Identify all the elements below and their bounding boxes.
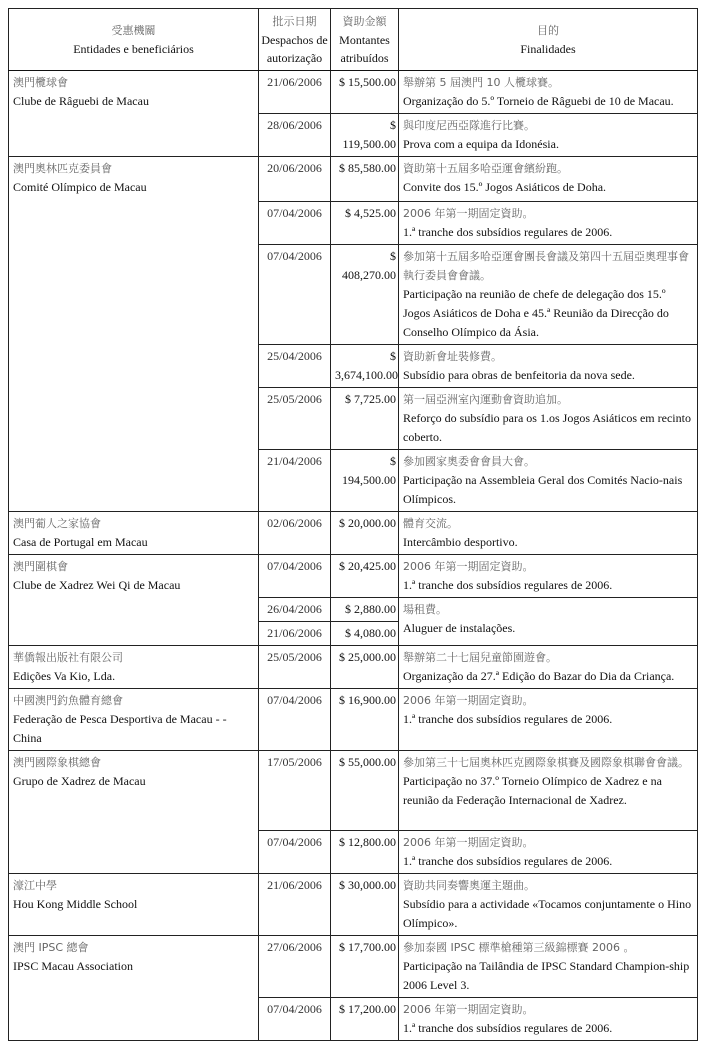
- purpose-cell: [399, 114, 698, 157]
- amount-cell: $ 85,580.00: [331, 157, 399, 202]
- date-cell: 25/04/2006: [259, 345, 331, 388]
- purpose-pt: Subsídio para obras de benfeitoria da nova sede.: [403, 368, 635, 382]
- entity-name-pt: Edições Va Kio, Lda.: [13, 669, 116, 683]
- purpose-zh: 參加第三十七屆奧林匹克國際象棋賽及國際象棋聯會會議。: [403, 756, 689, 769]
- amount-cell: $ 4,525.00: [331, 202, 399, 245]
- table-row: [9, 646, 698, 689]
- amount-cell: $ 119,500.00: [331, 114, 399, 157]
- header-entity-zh: 受惠機關: [111, 23, 156, 37]
- header-date-pt: Despachos de autorização: [261, 32, 328, 65]
- date-cell: 25/05/2006: [259, 646, 331, 689]
- purpose-zh: 參加泰國 IPSC 標準槍種第三級錦標賽 2006 。: [403, 941, 635, 954]
- purpose-pt: Participação na reunião de chefe de delegação dos 15.º Jogos Asiáticos de Doha e 45.ª Reunião da Direcção do Conselho Olímpico da Ásia.: [403, 287, 669, 339]
- amount-cell: $ 194,500.00: [331, 450, 399, 512]
- purpose-zh: 2006 年第一期固定資助。: [403, 694, 534, 707]
- date-cell: 07/04/2006: [259, 689, 331, 751]
- purpose-pt: 1.ª tranche dos subsídios regulares de 2006.: [403, 225, 613, 239]
- purpose-pt: 1.ª tranche dos subsídios regulares de 2006.: [403, 1021, 613, 1035]
- amount-cell: $ 20,425.00: [331, 555, 399, 598]
- amount-cell: $ 16,900.00: [331, 689, 399, 751]
- amount-cell: $ 2,880.00: [331, 598, 399, 622]
- table-row: [9, 512, 698, 555]
- purpose-zh: 2006 年第一期固定資助。: [403, 836, 534, 849]
- purpose-pt: Organização da 27.ª Edição do Bazar do Dia da Criança.: [403, 669, 675, 683]
- purpose-pt: Participação na Tailândia de IPSC Standard Champion-ship 2006 Level 3.: [403, 959, 690, 992]
- amount-cell: $ 30,000.00: [331, 874, 399, 936]
- entity-name-pt: Clube de Xadrez Wei Qi de Macau: [13, 578, 181, 592]
- purpose-zh: 資助共同奏響奧運主題曲。: [403, 879, 535, 892]
- purpose-pt: 1.ª tranche dos subsídios regulares de 2006.: [403, 578, 613, 592]
- purpose-pt: Participação na Assembleia Geral dos Comités Nacio-nais Olímpicos.: [403, 473, 683, 506]
- purpose-cell: [399, 202, 698, 245]
- purpose-pt: Subsídio para a actividade «Tocamos conjuntamente o Hino Olímpico».: [403, 897, 692, 930]
- entity-cell: [9, 936, 259, 1041]
- entity-name-pt: IPSC Macau Association: [13, 959, 133, 973]
- purpose-cell: [399, 689, 698, 751]
- amount-cell: $ 4,080.00: [331, 622, 399, 646]
- entity-cell: [9, 751, 259, 874]
- purpose-cell: [399, 512, 698, 555]
- purpose-zh: 2006 年第一期固定資助。: [403, 560, 534, 573]
- entity-name-zh: 澳門圍棋會: [13, 560, 68, 573]
- entity-cell: [9, 555, 259, 646]
- entity-name-zh: 澳門葡人之家協會: [13, 517, 101, 530]
- amount-cell: $ 17,700.00: [331, 936, 399, 998]
- date-cell: 07/04/2006: [259, 245, 331, 345]
- header-amount-zh: 資助金額: [342, 14, 387, 28]
- header-amount: [331, 9, 399, 71]
- table-header: [9, 9, 698, 71]
- purpose-pt: Intercâmbio desportivo.: [403, 535, 518, 549]
- table-row: [9, 555, 698, 598]
- header-entity: [9, 9, 259, 71]
- amount-cell: $ 25,000.00: [331, 646, 399, 689]
- purpose-cell: [399, 646, 698, 689]
- header-purpose: [399, 9, 698, 71]
- purpose-pt: Participação no 37.º Torneio Olímpico de Xadrez e na reunião da Federação Internacional de Xadrez.: [403, 774, 662, 807]
- date-cell: 07/04/2006: [259, 998, 331, 1041]
- date-cell: 21/06/2006: [259, 622, 331, 646]
- purpose-zh: 參加國家奧委會會員大會。: [403, 455, 535, 468]
- header-date: [259, 9, 331, 71]
- entity-name-zh: 中國澳門釣魚體育總會: [13, 694, 123, 707]
- purpose-zh: 參加第十五屆多哈亞運會團長會議及第四十五屆亞奧理事會執行委員會會議。: [403, 250, 689, 282]
- table-body: [9, 71, 698, 1041]
- entity-name-zh: 澳門欖球會: [13, 76, 68, 89]
- purpose-zh: 體育交流。: [403, 517, 458, 530]
- purpose-cell: [399, 71, 698, 114]
- purpose-zh: 與印度尼西亞隊進行比賽。: [403, 119, 535, 132]
- purpose-cell: [399, 936, 698, 998]
- purpose-zh: 第一屆亞洲室內運動會資助追加。: [403, 393, 568, 406]
- amount-cell: $ 3,674,100.00: [331, 345, 399, 388]
- purpose-zh: 2006 年第一期固定資助。: [403, 1003, 534, 1016]
- amount-cell: $ 408,270.00: [331, 245, 399, 345]
- purpose-cell: [399, 998, 698, 1041]
- date-cell: 07/04/2006: [259, 555, 331, 598]
- entity-name-pt: Clube de Râguebi de Macau: [13, 94, 149, 108]
- entity-name-pt: Grupo de Xadrez de Macau: [13, 774, 146, 788]
- date-cell: 02/06/2006: [259, 512, 331, 555]
- purpose-zh: 資助新會址裝修費。: [403, 350, 502, 363]
- entity-name-pt: Federação de Pesca Desportiva de Macau - - China: [13, 712, 227, 745]
- purpose-cell: [399, 388, 698, 450]
- purpose-pt: 1.ª tranche dos subsídios regulares de 2006.: [403, 712, 613, 726]
- purpose-cell: [399, 345, 698, 388]
- table-row: [9, 689, 698, 751]
- date-cell: 17/05/2006: [259, 751, 331, 831]
- table-row: [9, 71, 698, 114]
- subsidy-table: [8, 8, 698, 1041]
- header-date-zh: 批示日期: [272, 14, 317, 28]
- entity-name-pt: Hou Kong Middle School: [13, 897, 138, 911]
- date-cell: 07/04/2006: [259, 831, 331, 874]
- date-cell: 26/04/2006: [259, 598, 331, 622]
- purpose-cell: [399, 751, 698, 831]
- header-purpose-pt: Finalidades: [520, 41, 576, 56]
- date-cell: 07/04/2006: [259, 202, 331, 245]
- purpose-cell: [399, 450, 698, 512]
- entity-name-zh: 華僑報出版社有限公司: [13, 651, 123, 664]
- entity-cell: [9, 512, 259, 555]
- date-cell: 21/06/2006: [259, 71, 331, 114]
- purpose-cell: [399, 598, 698, 646]
- date-cell: 25/05/2006: [259, 388, 331, 450]
- purpose-cell: [399, 157, 698, 202]
- purpose-pt: 1.ª tranche dos subsídios regulares de 2006.: [403, 854, 613, 868]
- entity-name-pt: Comité Olímpico de Macau: [13, 180, 147, 194]
- entity-cell: [9, 874, 259, 936]
- table-row: [9, 936, 698, 998]
- entity-name-zh: 澳門奧林匹克委員會: [13, 162, 112, 175]
- purpose-zh: 舉辦第二十七屆兒童節園遊會。: [403, 651, 557, 664]
- amount-cell: $ 15,500.00: [331, 71, 399, 114]
- amount-cell: $ 12,800.00: [331, 831, 399, 874]
- table-row: [9, 157, 698, 202]
- date-cell: 20/06/2006: [259, 157, 331, 202]
- amount-cell: $ 7,725.00: [331, 388, 399, 450]
- date-cell: 28/06/2006: [259, 114, 331, 157]
- purpose-pt: Organização do 5.º Torneio de Râguebi de 10 de Macau.: [403, 94, 674, 108]
- entity-cell: [9, 689, 259, 751]
- date-cell: 21/04/2006: [259, 450, 331, 512]
- entity-cell: [9, 157, 259, 512]
- purpose-pt: Reforço do subsídio para os 1.os Jogos Asiáticos em recinto coberto.: [403, 411, 691, 444]
- purpose-zh: 資助第十五屆多哈亞運會繽紛跑。: [403, 162, 568, 175]
- amount-cell: $ 17,200.00: [331, 998, 399, 1041]
- entity-cell: [9, 71, 259, 157]
- table-row: [9, 751, 698, 831]
- purpose-pt: Aluguer de instalações.: [403, 621, 516, 635]
- entity-name-zh: 濠江中學: [13, 879, 57, 892]
- date-cell: 27/06/2006: [259, 936, 331, 998]
- purpose-cell: [399, 245, 698, 345]
- entity-cell: [9, 646, 259, 689]
- header-entity-pt: Entidades e beneficiários: [73, 41, 194, 56]
- purpose-cell: [399, 874, 698, 936]
- entity-name-pt: Casa de Portugal em Macau: [13, 535, 148, 549]
- purpose-pt: Prova com a equipa da Idonésia.: [403, 137, 559, 151]
- amount-cell: $ 55,000.00: [331, 751, 399, 831]
- amount-cell: $ 20,000.00: [331, 512, 399, 555]
- purpose-zh: 場租費。: [403, 603, 447, 616]
- date-cell: 21/06/2006: [259, 874, 331, 936]
- purpose-zh: 舉辦第 5 屆澳門 10 人欖球賽。: [403, 76, 559, 89]
- table-row: [9, 874, 698, 936]
- purpose-cell: [399, 831, 698, 874]
- header-amount-pt: Montantes atribuídos: [339, 32, 390, 65]
- entity-name-zh: 澳門 IPSC 總會: [13, 941, 89, 954]
- entity-name-zh: 澳門國際象棋總會: [13, 756, 101, 769]
- header-purpose-zh: 目的: [537, 23, 559, 37]
- purpose-cell: [399, 555, 698, 598]
- purpose-zh: 2006 年第一期固定資助。: [403, 207, 534, 220]
- purpose-pt: Convite dos 15.º Jogos Asiáticos de Doha.: [403, 180, 607, 194]
